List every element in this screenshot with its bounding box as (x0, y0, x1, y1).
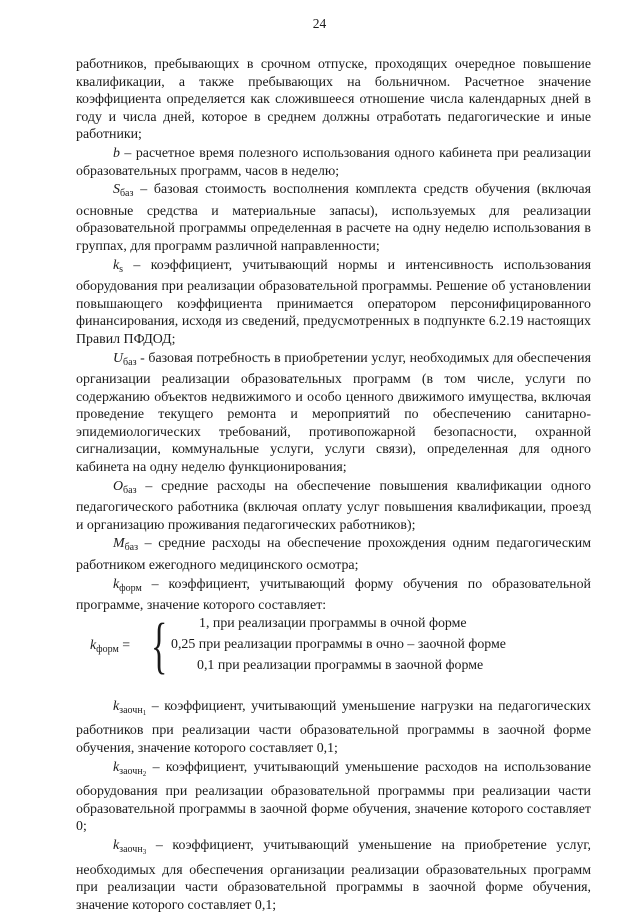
paragraph-p10 (76, 837, 591, 914)
page-number: 24 (312, 16, 327, 31)
variable-symbol: b (113, 145, 120, 161)
variable-symbol: $k_{заочн_1}$ (113, 698, 147, 717)
paragraph-text: – расчетное время полезного использования одного кабинета при реализации образовательных программ, часов в неделю; (76, 145, 591, 179)
paragraph-p5 (76, 478, 591, 535)
formula-lhs: $k_{форм}$ = (90, 637, 131, 655)
paragraph-text: – коэффициент, учитывающий форму обучения по образовательной программе, значение которого составляет: (76, 576, 591, 614)
paragraph-p3 (76, 257, 591, 349)
paragraph-p7 (76, 576, 591, 615)
paragraph-text: - базовая потребность в приобретении услуг, необходимых для обеспечения организации реализации образовательных программ (в том числе, услуги по содержанию объектов недвижимого и особо ценного движимого имущества, включая проведение текущего ремонта и мероприятий по обеспечению санитарно-эпидемиологических требований, противопожарной безопасности, охранной сигнализации, коммунальные услуги, услуги связи), определенная для одного кабинета на одну неделю функционирования; (76, 350, 591, 476)
variable-symbol: $O_{баз}$ (113, 478, 137, 496)
variable-symbol: $M_{баз}$ (113, 536, 139, 554)
paragraph-p2 (76, 181, 591, 255)
variable-symbol: $k_{заочн_3}$ (113, 837, 147, 856)
variable-symbol: $U_{баз}$ (113, 350, 137, 368)
paragraph-p0 (76, 56, 591, 144)
variable-symbol: $k_s$ (113, 257, 124, 275)
paragraph-p1 (76, 145, 591, 180)
paragraph-text: – коэффициент, учитывающий уменьшение на приобретение услуг, необходимых для обеспечения организации реализации образовательных программ при реализации части образовательной программы в заочной форме обучения, значение которого составляет 0,1; (76, 837, 591, 913)
paragraphs-after-formula (76, 698, 591, 915)
paragraph-text: – коэффициент, учитывающий нормы и интенсивность использования оборудования при реализации образовательной программы. Решение об установлении повышающего коэффициента принимается оператором персонифицированного финансирования, исходя из сведений, предусмотренных в подпункте 6.2.19 настоящих Правил ПФДОД; (76, 257, 591, 347)
paragraph-text: – коэффициент, учитывающий уменьшение расходов на использование оборудования при реализации образовательной программы при реализации части образовательной программы в заочной форме обучения, значение которого составляет 0; (76, 759, 591, 835)
paragraphs-before-formula (76, 56, 591, 615)
paragraph-p4 (76, 350, 591, 477)
variable-symbol: $S_{баз}$ (113, 182, 134, 200)
formula-case-part-time: 0,25 при реализации программы в очно – заочной форме (171, 636, 506, 652)
paragraph-text: – коэффициент, учитывающий уменьшение нагрузки на педагогических работников при реализации части образовательной программы в заочной форме обучения, значение которого составляет 0,1; (76, 698, 591, 756)
paragraph-p8 (76, 698, 591, 758)
paragraph-p6 (76, 535, 591, 574)
left-brace: { (151, 611, 168, 680)
formula-case-distance: 0,1 при реализации программы в заочной форме (197, 657, 484, 673)
variable-symbol: $k_{заочн_2}$ (113, 759, 147, 778)
paragraph-p9 (76, 759, 591, 836)
document-body (76, 56, 591, 915)
paragraph-text: работников, пребывающих в срочном отпуске, проходящих очередное повышение квалификации, а также пребывающих на больничном. Расчетное значение коэффициента определяется как сложившееся отношение числа календарных дней в году и числа дней, которое в среднем должны отработать педагогические и иные работники; (76, 57, 591, 143)
paragraph-text: – средние расходы на обеспечение повышения квалификации одного педагогического работника (включая оплату услуг повышения квалификации, проезд и организацию проживания педагогических работников); (76, 478, 591, 533)
k-form-formula (76, 611, 591, 680)
variable-symbol: $k_{форм}$ (113, 576, 142, 594)
paragraph-text: – средние расходы на обеспечение прохождения одним педагогическим работником ежегодного медицинского осмотра; (76, 536, 591, 574)
formula-case-full-time: 1, при реализации программы в очной форме (199, 615, 467, 631)
paragraph-text: – базовая стоимость восполнения комплекта средств обучения (включая основные средства и материальные запасы), используемых для реализации образовательной программы определенная в расчете на одну неделю использования в группах, для программ различной направленности; (76, 182, 591, 254)
